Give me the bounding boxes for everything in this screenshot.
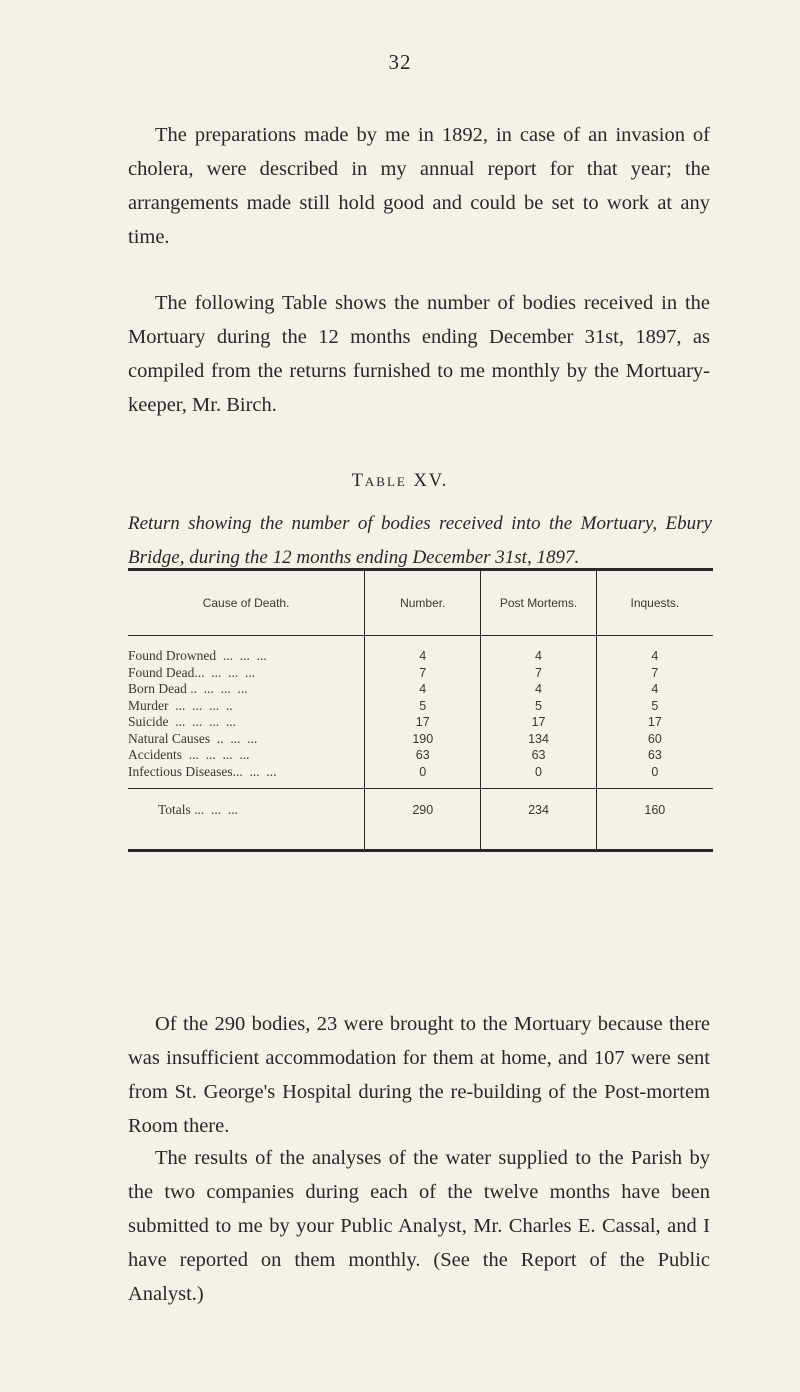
table-title: Table XV. xyxy=(351,471,449,491)
header-cause: Cause of Death. xyxy=(128,570,365,636)
spacer-row xyxy=(128,780,713,789)
table-row xyxy=(128,681,713,698)
cell-number: 4 xyxy=(365,648,481,665)
cell-inquests: 5 xyxy=(596,698,713,715)
paragraph-water: The results of the analyses of the water supplied to the Parish by the two companies during each of the twelve months have been submitted to me by your Public Analyst, Mr. Charles E. Cassal, and I have reported on them monthly. (See the Report of the Public Analyst.) xyxy=(128,1147,710,1305)
cell-post-mortems: 4 xyxy=(481,648,596,665)
cell-post-mortems: 5 xyxy=(481,698,596,715)
table-header-row xyxy=(128,570,713,636)
mortuary-table xyxy=(128,568,713,852)
table-row xyxy=(128,747,713,764)
totals-row xyxy=(128,789,713,832)
spacer-row xyxy=(128,831,713,851)
cell-number: 63 xyxy=(365,747,481,764)
cell-cause: Suicide ... ... ... ... xyxy=(128,714,236,730)
cell-cause: Infectious Diseases... ... ... xyxy=(128,763,277,779)
cell-inquests: 0 xyxy=(596,764,713,781)
cell-cause: Born Dead .. ... ... ... xyxy=(128,681,248,697)
cell-number: 17 xyxy=(365,714,481,731)
cell-post-mortems: 4 xyxy=(481,681,596,698)
cell-post-mortems: 134 xyxy=(481,731,596,748)
header-post-mortems: Post Mortems. xyxy=(481,570,596,636)
totals-number: 290 xyxy=(365,789,481,832)
cell-post-mortems: 17 xyxy=(481,714,596,731)
cell-post-mortems: 7 xyxy=(481,665,596,682)
totals-post-mortems: 234 xyxy=(481,789,596,832)
cell-cause: Natural Causes .. ... ... xyxy=(128,730,258,746)
cell-number: 190 xyxy=(365,731,481,748)
cell-number: 7 xyxy=(365,665,481,682)
cell-post-mortems: 63 xyxy=(481,747,596,764)
table-row xyxy=(128,714,713,731)
paragraph-preparations: The preparations made by me in 1892, in case of an invasion of cholera, were described in my annual report for that year; the arrangements made still hold good and could be set to work at any time. xyxy=(128,124,710,248)
cell-cause: Found Drowned ... ... ... xyxy=(128,648,267,664)
cell-inquests: 4 xyxy=(596,648,713,665)
header-number: Number. xyxy=(365,570,481,636)
table-row xyxy=(128,665,713,682)
paragraph-table-intro: The following Table shows the number of bodies received in the Mortuary during the 12 months ending December 31st, 1897, as compiled from the returns furnished to me monthly by the Mortuary-keeper, Mr. Birch. xyxy=(128,292,710,416)
cell-inquests: 4 xyxy=(596,681,713,698)
cell-number: 5 xyxy=(365,698,481,715)
totals-label: Totals ... ... ... xyxy=(128,789,365,832)
cell-inquests: 60 xyxy=(596,731,713,748)
cell-cause: Accidents ... ... ... ... xyxy=(128,747,250,763)
cell-cause: Murder ... ... ... .. xyxy=(128,697,233,713)
cell-number: 0 xyxy=(365,764,481,781)
totals-inquests: 160 xyxy=(596,789,713,832)
table-row xyxy=(128,648,713,665)
cell-post-mortems: 0 xyxy=(481,764,596,781)
table-row xyxy=(128,731,713,748)
header-inquests: Inquests. xyxy=(596,570,713,636)
cell-number: 4 xyxy=(365,681,481,698)
cell-inquests: 7 xyxy=(596,665,713,682)
table-row xyxy=(128,764,713,781)
table-row xyxy=(128,698,713,715)
spacer-row xyxy=(128,636,713,649)
cell-cause: Found Dead... ... ... ... xyxy=(128,664,256,680)
page-number: 32 xyxy=(388,50,412,74)
table-caption: Return showing the number of bodies received into the Mortuary, Ebury Bridge, during the 12 months ending December 31st, 1897. xyxy=(128,513,712,568)
cell-inquests: 17 xyxy=(596,714,713,731)
paragraph-bodies: Of the 290 bodies, 23 were brought to the Mortuary because there was insufficient accommodation for them at home, and 107 were sent from St. George's Hospital during the re-building of the Post-mortem Room there. xyxy=(128,1013,710,1137)
cell-inquests: 63 xyxy=(596,747,713,764)
